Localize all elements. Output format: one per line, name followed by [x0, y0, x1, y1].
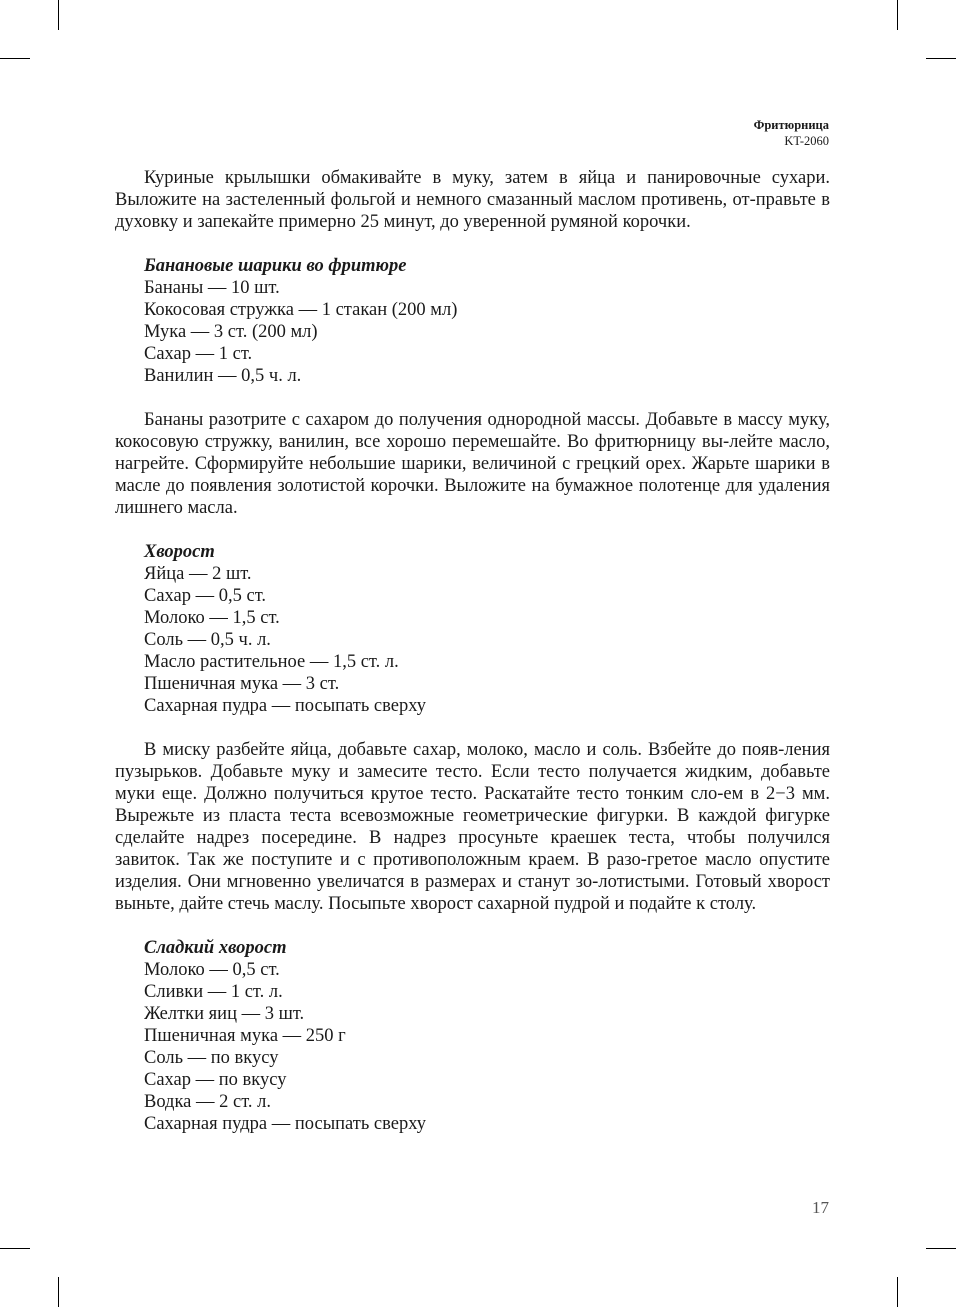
ingredient-item: Пшеничная мука — 250 г — [144, 1026, 346, 1046]
paragraph-banana-instructions: Бананы разотрите с сахаром до получения однородной массы. Добавьте в массу муку, кокосовую стружку, ванилин, все хорошо перемешайте. Во фритюрницу вы-лейте масло, нагрейте. Сформируйте небольшие шарики, величиной с грецкий орех. Жарьте шарики в масле до появления золотистой корочки. Выложите на бумажное полотенце для удаления лишнего масла. — [115, 410, 830, 518]
recipe-sweet-khvorost — [115, 937, 830, 1135]
ingredient-item: Соль — по вкусу — [144, 1048, 279, 1068]
crop-mark-top-left-vertical — [58, 0, 59, 30]
ingredient-item: Сахар — по вкусу — [144, 1070, 287, 1090]
ingredient-item: Желтки яиц — 3 шт. — [144, 1004, 305, 1024]
crop-mark-bottom-left-vertical — [58, 1277, 59, 1307]
crop-mark-bottom-left-horizontal — [0, 1248, 30, 1249]
recipe-title: Хворост — [144, 542, 215, 562]
ingredient-item: Соль — 0,5 ч. л. — [144, 630, 271, 650]
ingredient-item: Бананы — 10 шт. — [144, 278, 280, 298]
page-number: 17 — [812, 1198, 829, 1217]
ingredient-item: Пшеничная мука — 3 ст. — [144, 674, 340, 694]
ingredient-item: Сахарная пудра — посыпать сверху — [144, 696, 426, 716]
crop-mark-bottom-right-vertical — [897, 1277, 898, 1307]
header-model: KT-2060 — [784, 134, 829, 148]
ingredient-item: Яйца — 2 шт. — [144, 564, 252, 584]
crop-mark-top-left-horizontal — [0, 58, 30, 59]
header-title: Фритюрница — [753, 118, 829, 132]
paragraph-khvorost-instructions: В миску разбейте яйца, добавьте сахар, молоко, масло и соль. Взбейте до появ-ления пузырьков. Добавьте муку и замесите тесто. Если тесто получается жидким, добавьте муки еще. Должно получиться крутое тесто. Раскатайте тесто тонким сло-ем в 2−3 мм. Вырежьте из пласта теста всевозможные геометрические фигурки. В каждой фигурке сделайте надрез посередине. В надрез просуньте краешек теста, чтобы получился завиток. Так же поступите и с противоположным краем. В разо-гретое масло опустите изделия. Они мгновенно увеличатся в размерах и станут зо-лотистыми. Готовый хворост выньте, дайте стечь маслу. Посыпьте хворост сахарной пудрой и подайте к столу. — [115, 740, 830, 914]
ingredient-item: Ванилин — 0,5 ч. л. — [144, 366, 302, 386]
recipe-title: Сладкий хворост — [144, 938, 287, 958]
crop-mark-top-right-horizontal — [926, 58, 956, 59]
crop-mark-bottom-right-horizontal — [926, 1248, 956, 1249]
ingredient-item: Сахар — 1 ст. — [144, 344, 253, 364]
ingredient-item: Кокосовая стружка — 1 стакан (200 мл) — [144, 300, 458, 320]
running-header — [754, 117, 829, 149]
recipe-title: Банановые шарики во фритюре — [144, 256, 407, 276]
ingredient-item: Молоко — 0,5 ст. — [144, 960, 280, 980]
ingredient-item: Мука — 3 ст. (200 мл) — [144, 322, 318, 342]
paragraph-chicken-wings: Куриные крылышки обмакивайте в муку, затем в яйца и панировочные сухари. Выложите на застеленный фольгой и немного смазанный маслом противень, от-правьте в духовку и запекайте примерно 25 минут, до уверенной румяной корочки. — [115, 168, 830, 232]
ingredient-item: Сахар — 0,5 ст. — [144, 586, 267, 606]
recipe-khvorost — [115, 541, 830, 717]
recipe-banana-balls — [115, 255, 830, 387]
ingredient-item: Водка — 2 ст. л. — [144, 1092, 272, 1112]
page-content — [115, 167, 830, 1135]
crop-mark-top-right-vertical — [897, 0, 898, 30]
ingredient-item: Молоко — 1,5 ст. — [144, 608, 280, 628]
ingredient-item: Сливки — 1 ст. л. — [144, 982, 283, 1002]
ingredient-item: Сахарная пудра — посыпать сверху — [144, 1114, 426, 1134]
ingredient-item: Масло растительное — 1,5 ст. л. — [144, 652, 399, 672]
